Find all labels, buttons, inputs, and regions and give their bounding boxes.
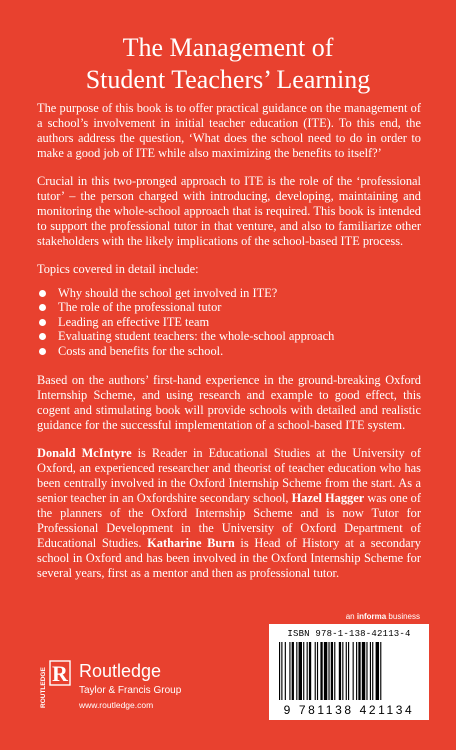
barcode-icon <box>277 642 421 700</box>
barcode-bar <box>356 642 357 700</box>
barcode-bar <box>346 642 347 700</box>
list-item <box>37 329 421 343</box>
barcode-number: 9 781138 421134 <box>283 703 415 717</box>
topic-text: The role of the professional tutor <box>58 300 222 315</box>
barcode-bar <box>353 642 354 700</box>
isbn-label: ISBN 978-1-138-42113-4 <box>287 629 411 639</box>
publisher-group: Taylor & Francis Group <box>79 685 182 696</box>
blurb <box>37 101 421 594</box>
list-item <box>37 286 421 300</box>
barcode-bar <box>285 642 286 700</box>
topic-text: Why should the school get involved in ITE? <box>58 286 278 300</box>
list-item <box>37 315 421 329</box>
barcode-bar <box>307 642 308 700</box>
barcode-bar <box>366 642 367 700</box>
author-bios <box>37 446 421 581</box>
bullet-icon <box>39 304 46 311</box>
author-bio-2: was one of the planners of the Oxford Internship Scheme and is now Tutor for Professional Development in the University of Oxford Department of Educational Studies. <box>37 491 421 551</box>
barcode-bar <box>289 642 290 700</box>
topic-text: Costs and benefits for the school. <box>58 343 224 358</box>
barcode-bar <box>362 642 365 700</box>
barcode-box <box>269 624 429 720</box>
barcode-bar <box>328 642 329 700</box>
bullet-icon <box>39 319 46 326</box>
barcode-bar <box>376 642 379 700</box>
bullet-icon <box>39 348 46 355</box>
topics-intro: Topics covered in detail include: <box>37 262 199 276</box>
barcode-bar <box>358 642 360 700</box>
barcode-bar <box>331 642 333 700</box>
author-bio-3: is Head of History at a secondary school in Oxford and has been involved in the Oxford Internship Scheme for several years, first as a mentor and then as professional tutor. <box>37 536 421 581</box>
topics-list <box>37 286 421 358</box>
barcode-bar <box>279 642 280 700</box>
barcode-bar <box>370 642 371 700</box>
barcode-bar <box>348 642 349 700</box>
topic-text: Leading an effective ITE team <box>58 314 210 329</box>
author-name-1: Donald McIntyre <box>37 446 132 461</box>
barcode-bar <box>320 642 322 700</box>
publisher-name: Routledge <box>79 661 162 681</box>
author-bio-1: is Reader in Educational Studies at the University of Oxford, an experienced researcher and theorist of teacher education who has been centrally involved in the Oxford Internship Scheme from the start. As a senior teacher in an Oxfordshire secondary school, <box>37 446 421 506</box>
barcode-bar <box>296 642 297 700</box>
barcode-bar <box>281 642 282 700</box>
barcode-bar <box>380 642 381 700</box>
list-item <box>37 300 421 314</box>
closing-paragraph: Based on the authors’ first-hand experience in the ground-breaking Oxford Internship Scheme, and using research and example to good effect, this cogent and stimulating book will provide schools with detailed and realistic guidance for the successful implementation of a school-based ITE system. <box>37 373 421 433</box>
bullet-icon <box>39 333 46 340</box>
informa-business-label: an informa business <box>345 612 420 621</box>
list-item <box>37 344 421 358</box>
topic-text: Evaluating student teachers: the whole-school approach <box>58 329 335 344</box>
book-title <box>0 32 456 96</box>
title-line-1: The Management of <box>122 33 334 62</box>
barcode-bar <box>342 642 343 700</box>
author-name-2: Hazel Hagger <box>291 491 365 506</box>
barcode-bar <box>309 642 311 700</box>
blurb-paragraph-2: Crucial in this two-pronged approach to ITE is the role of the ‘professional tutor’ – the person charged with introducing, developing, maintaining and monitoring the whole-school approach that is required. This book is intended to support the professional tutor in that venture, and also to familiarize other stakeholders with the likely implications of the school-based ITE process. <box>37 174 421 248</box>
bullet-icon <box>39 290 46 297</box>
barcode-bar <box>303 642 304 700</box>
barcode-bar <box>299 642 302 700</box>
barcode-bar <box>334 642 335 700</box>
publisher-url[interactable]: www.routledge.com <box>79 700 154 710</box>
barcode-bar <box>324 642 327 700</box>
barcode-bar <box>292 642 294 700</box>
logo-letter: R <box>52 661 68 686</box>
title-line-2: Student Teachers’ Learning <box>85 65 371 94</box>
barcode-bar <box>315 642 316 700</box>
logo-vertical-text: ROUTLEDGE <box>40 667 47 708</box>
routledge-r-logo-icon <box>37 660 73 710</box>
barcode-bar <box>317 642 318 700</box>
barcode-bar <box>339 642 341 700</box>
blurb-paragraph-1: The purpose of this book is to offer practical guidance on the management of a school’s involvement in initial teacher education (ITE). To this end, the authors address the question, ‘What does the school need to do in order to make a good job of ITE while also maximizing the benefits to itself?’ <box>37 101 421 160</box>
author-name-3: Katharine Burn <box>147 536 235 551</box>
barcode-bar <box>372 642 373 700</box>
